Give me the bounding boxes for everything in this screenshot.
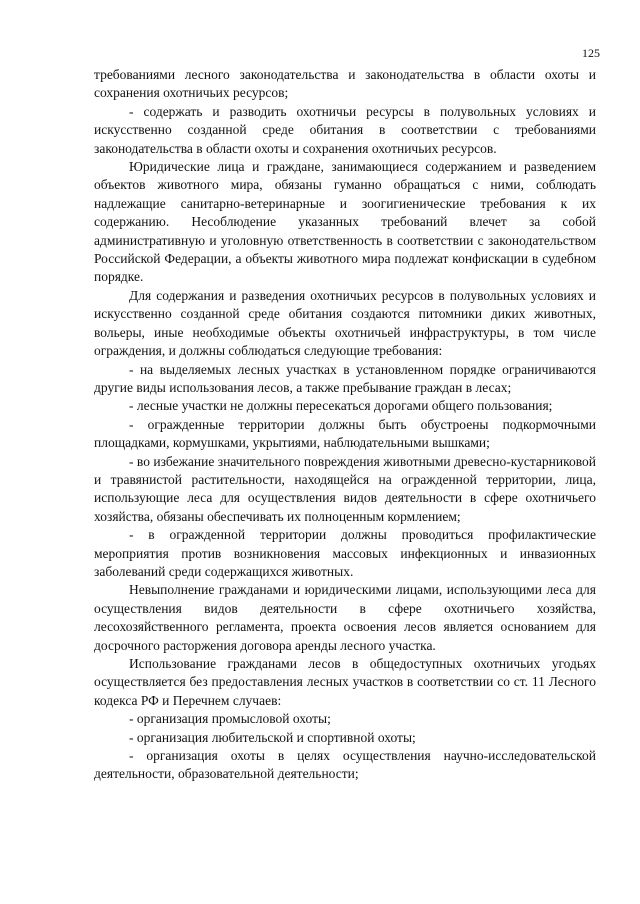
list-item: - в огражденной территории должны проводиться профилактические мероприятия против возникновения массовых инфекционных и инвазионных заболеваний среди содержащихся животных. bbox=[94, 527, 596, 579]
list-item: - организация промысловой охоты; bbox=[129, 711, 331, 727]
paragraph: Юридические лица и граждане, занимающиеся содержанием и разведением объектов животного мира, обязаны гуманно обращаться с ними, соблюдать надлежащие санитарно-ветеринарные и зоогигиенические требования к их содержанию. Несоблюдение указанных требований влечет за собой административную и уголовную ответственность в соответствии с законодательством Российской Федерации, а объекты животного мира подлежат конфискации в судебном порядке. bbox=[94, 159, 596, 285]
list-item: - во избежание значительного повреждения животными древесно-кустарниковой и травянистой растительности, находящейся на огражденной территории, лица, использующие леса для осуществления видов деятельности в сфере охотничьего хозяйства, обязаны обеспечивать их полноценным кормлением; bbox=[94, 453, 596, 524]
list-item: - лесные участки не должны пересекаться дорогами общего пользования; bbox=[129, 398, 553, 414]
list-item: - на выделяемых лесных участках в установленном порядке ограничиваются другие виды использования лесов, а также пребывание граждан в лесах; bbox=[94, 361, 596, 395]
list-item: - организация охоты в целях осуществления научно-исследовательской деятельности, образовательной деятельности; bbox=[94, 748, 596, 782]
page-number: 125 bbox=[582, 46, 600, 60]
paragraph: Невыполнение гражданами и юридическими лицами, использующими леса для осуществления видов деятельности в сфере охотничьего хозяйства, лесохозяйственного регламента, проекта освоения лесов является основанием для досрочного расторжения договора аренды лесного участка. bbox=[94, 582, 596, 653]
paragraph: требованиями лесного законодательства и законодательства в области охоты и сохранения охотничьих ресурсов; bbox=[94, 67, 596, 101]
paragraph: Для содержания и разведения охотничьих ресурсов в полувольных условиях и искусственно созданной среде обитания создаются питомники диких животных, вольеры, иные необходимые объекты охотничьей инфраструктуры, в том числе ограждения, и должны соблюдаться следующие требования: bbox=[94, 287, 596, 359]
body-text bbox=[94, 66, 596, 784]
list-item: - организация любительской и спортивной охоты; bbox=[129, 729, 416, 745]
list-item: - огражденные территории должны быть обустроены подкормочными площадками, кормушками, укрытиями, наблюдательными вышками; bbox=[94, 416, 596, 451]
paragraph: Использование гражданами лесов в общедоступных охотничьих угодьях осуществляется без предоставления лесных участков в соответствии со ст. 11 Лесного кодекса РФ и Перечнем случаев: bbox=[94, 656, 596, 708]
list-item: - содержать и разводить охотничьи ресурсы в полувольных условиях и искусственно созданной среде обитания в соответствии с требованиями законодательства в области охоты и сохранения охотничьих ресурсов. bbox=[94, 103, 596, 156]
